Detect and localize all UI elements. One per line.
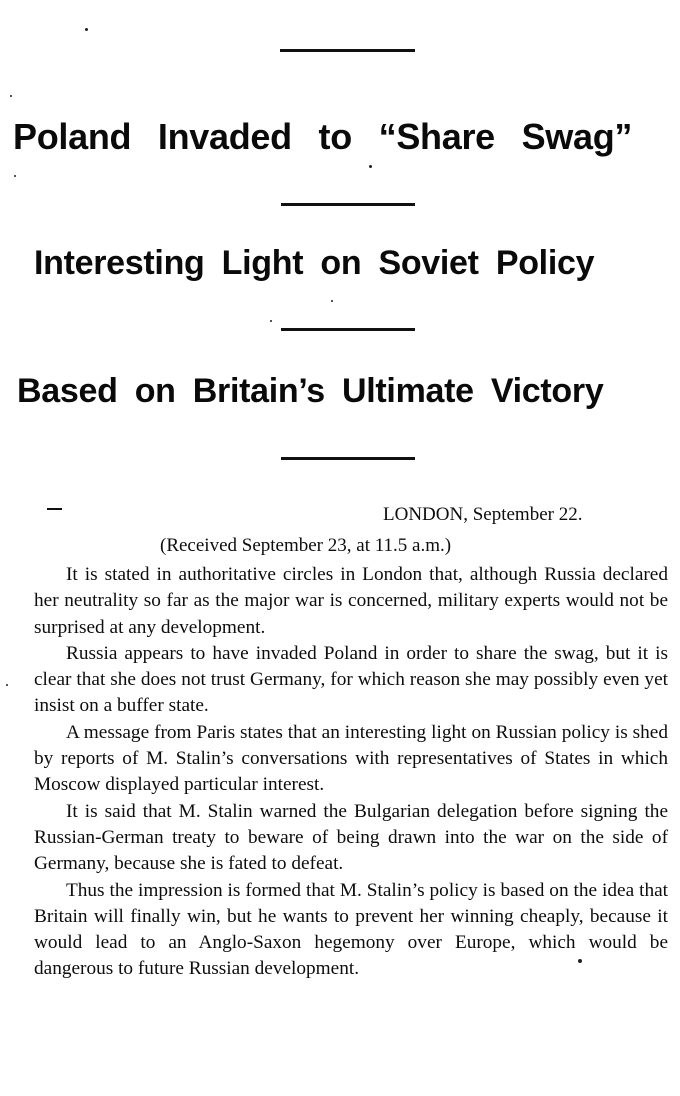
rule-2 <box>281 203 415 206</box>
dateline: LONDON, September 22. <box>383 504 583 525</box>
paragraph: It is said that M. Stalin warned the Bulgarian delegation before signing the Russian-German treaty to beware of being drawn into the war on the side of Germany, because she is fated to defeat. <box>34 800 668 875</box>
paragraph: It is stated in authoritative circles in London that, although Russia declared her neutrality so far as the major war is concerned, military experts would not be surprised at any development. <box>34 564 668 638</box>
paragraph: A message from Paris states that an interesting light on Russian policy is shed by reports of M. Stalin’s conversations with representatives of States in which Moscow displayed particular interest. <box>34 721 668 796</box>
rule-top <box>280 49 415 52</box>
headline-2: Interesting Light on Soviet Policy <box>34 244 595 282</box>
margin-dash <box>47 508 62 510</box>
rule-3 <box>281 328 415 331</box>
headline-1: Poland Invaded to “Share Swag” <box>13 116 633 157</box>
paragraph: Thus the impression is formed that M. Stalin’s policy is based on the idea that Britain will finally win, but he wants to prevent her winning cheaply, because it would lead to an Anglo-Saxon hegemony over Europe, which would be dangerous to future Russian development. <box>34 879 668 980</box>
paragraph: Russia appears to have invaded Poland in order to share the swag, but it is clear that she does not trust Germany, for which reason she may possibly even yet insist on a buffer state. <box>34 642 668 717</box>
headline-3: Based on Britain’s Ultimate Victory <box>17 372 604 410</box>
received-line: (Received September 23, at 11.5 a.m.) <box>160 535 452 556</box>
article-body <box>34 562 668 983</box>
rule-4 <box>281 457 415 460</box>
